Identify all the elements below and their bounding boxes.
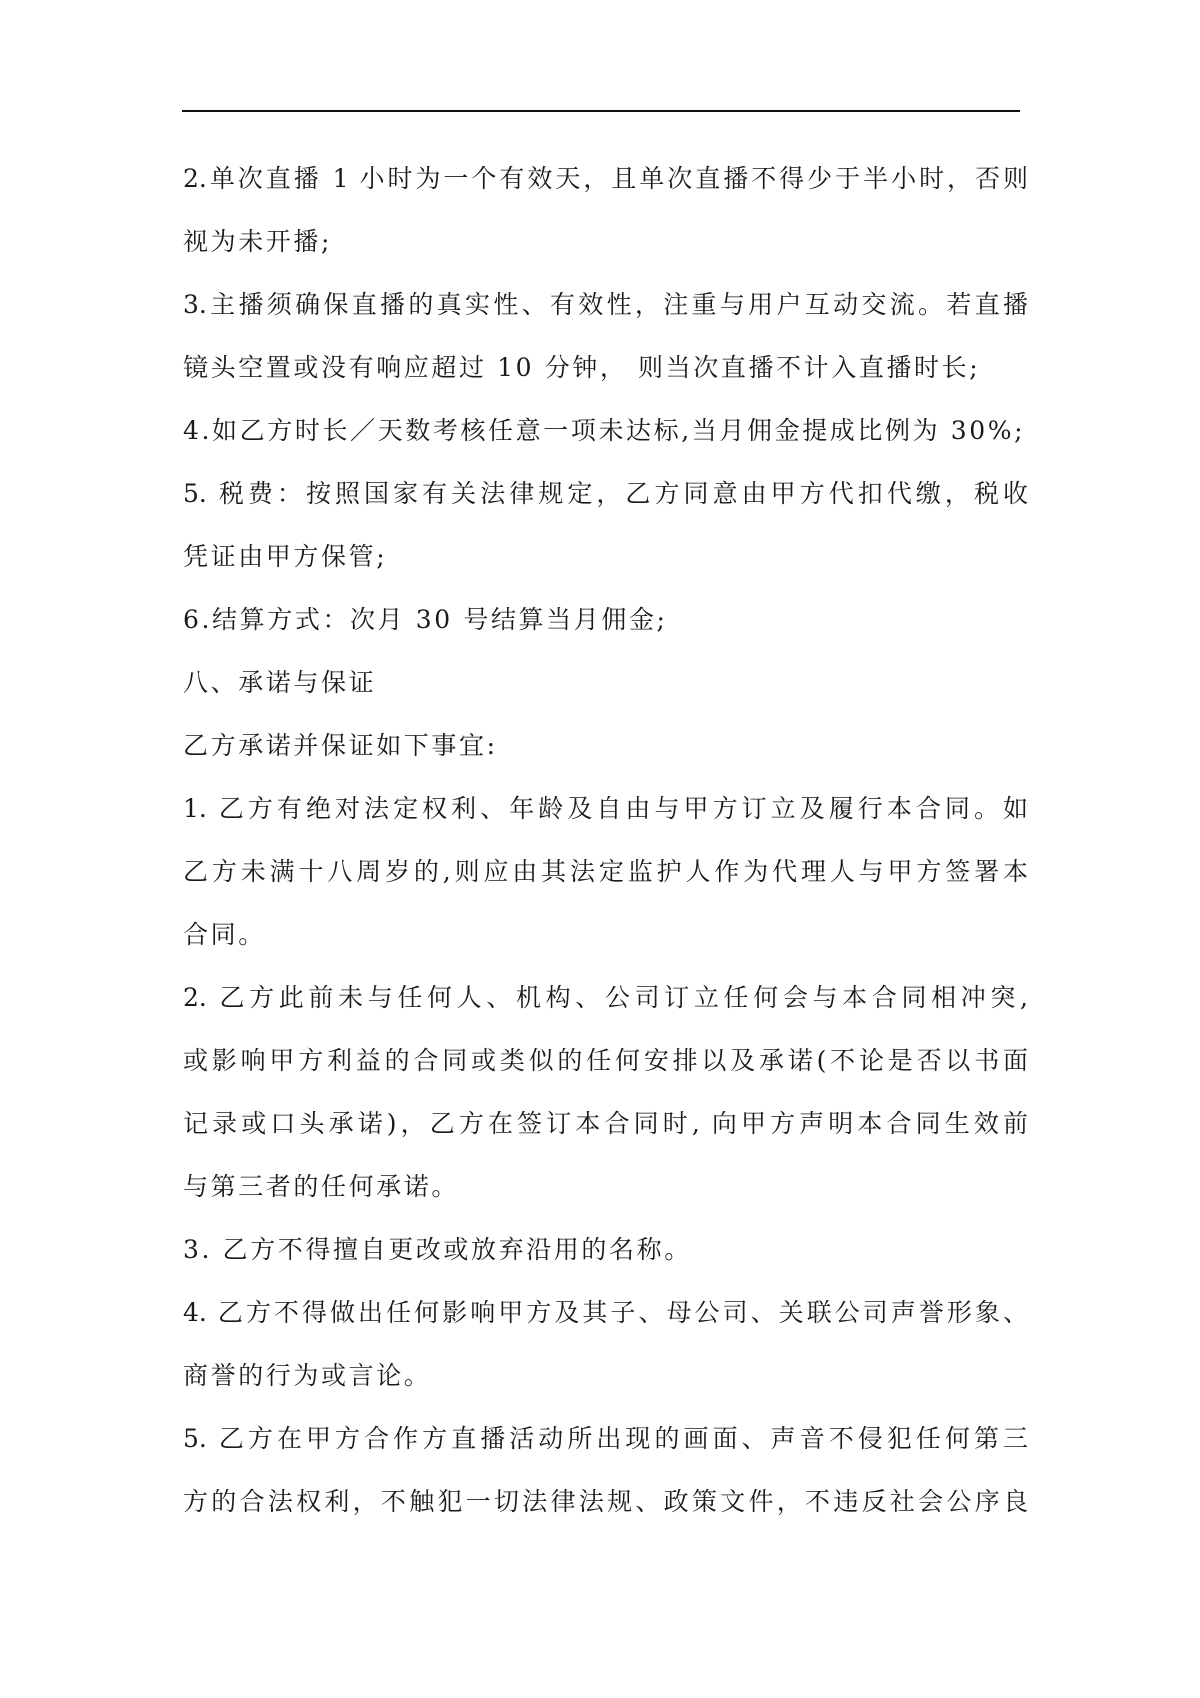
text-line: 2.单次直播 1 小时为一个有效天，且单次直播不得少于半小时，否则 — [183, 164, 1028, 193]
text-line: 凭证由甲方保管; — [183, 542, 388, 571]
text-line: 镜头空置或没有响应超过 10 分钟， 则当次直播不计入直播时长; — [183, 353, 981, 382]
text-line: 5. 税费：按照国家有关法律规定，乙方同意由甲方代扣代缴，税收 — [183, 479, 1028, 508]
text-line: 2. 乙方此前未与任何人、机构、公司订立任何会与本合同相冲突, — [183, 983, 1028, 1012]
text-line: 商誉的行为或言论。 — [183, 1361, 432, 1390]
text-line: 与第三者的任何承诺。 — [183, 1172, 460, 1201]
text-line: 4.如乙方时长／天数考核任意一项未达标,当月佣金提成比例为 30%; — [183, 416, 1026, 445]
text-line: 3.主播须确保直播的真实性、有效性，注重与用户互动交流。若直播 — [183, 290, 1028, 319]
text-line: 视为未开播; — [183, 227, 333, 256]
text-line: 或影响甲方利益的合同或类似的任何安排以及承诺(不论是否以书面 — [183, 1046, 1028, 1075]
text-line: 1. 乙方有绝对法定权利、年龄及自由与甲方订立及履行本合同。如 — [183, 794, 1028, 823]
text-line: 方的合法权利，不触犯一切法律法规、政策文件，不违反社会公序良 — [183, 1487, 1028, 1516]
document-body — [183, 147, 1028, 1533]
text-line: 3. 乙方不得擅自更改或放弃沿用的名称。 — [183, 1235, 692, 1264]
text-line: 合同。 — [183, 920, 266, 949]
text-line: 5. 乙方在甲方合作方直播活动所出现的画面、声音不侵犯任何第三 — [183, 1424, 1028, 1453]
text-line: 4. 乙方不得做出任何影响甲方及其子、母公司、关联公司声誉形象、 — [183, 1298, 1028, 1327]
text-line: 乙方未满十八周岁的,则应由其法定监护人作为代理人与甲方签署本 — [183, 857, 1028, 886]
header-rule — [182, 110, 1020, 112]
text-line: 6.结算方式：次月 30 号结算当月佣金; — [183, 605, 668, 634]
text-line: 记录或口头承诺)，乙方在签订本合同时, 向甲方声明本合同生效前 — [183, 1109, 1028, 1138]
section-heading: 八、承诺与保证 — [183, 668, 377, 697]
text-line: 乙方承诺并保证如下事宜: — [183, 731, 498, 760]
